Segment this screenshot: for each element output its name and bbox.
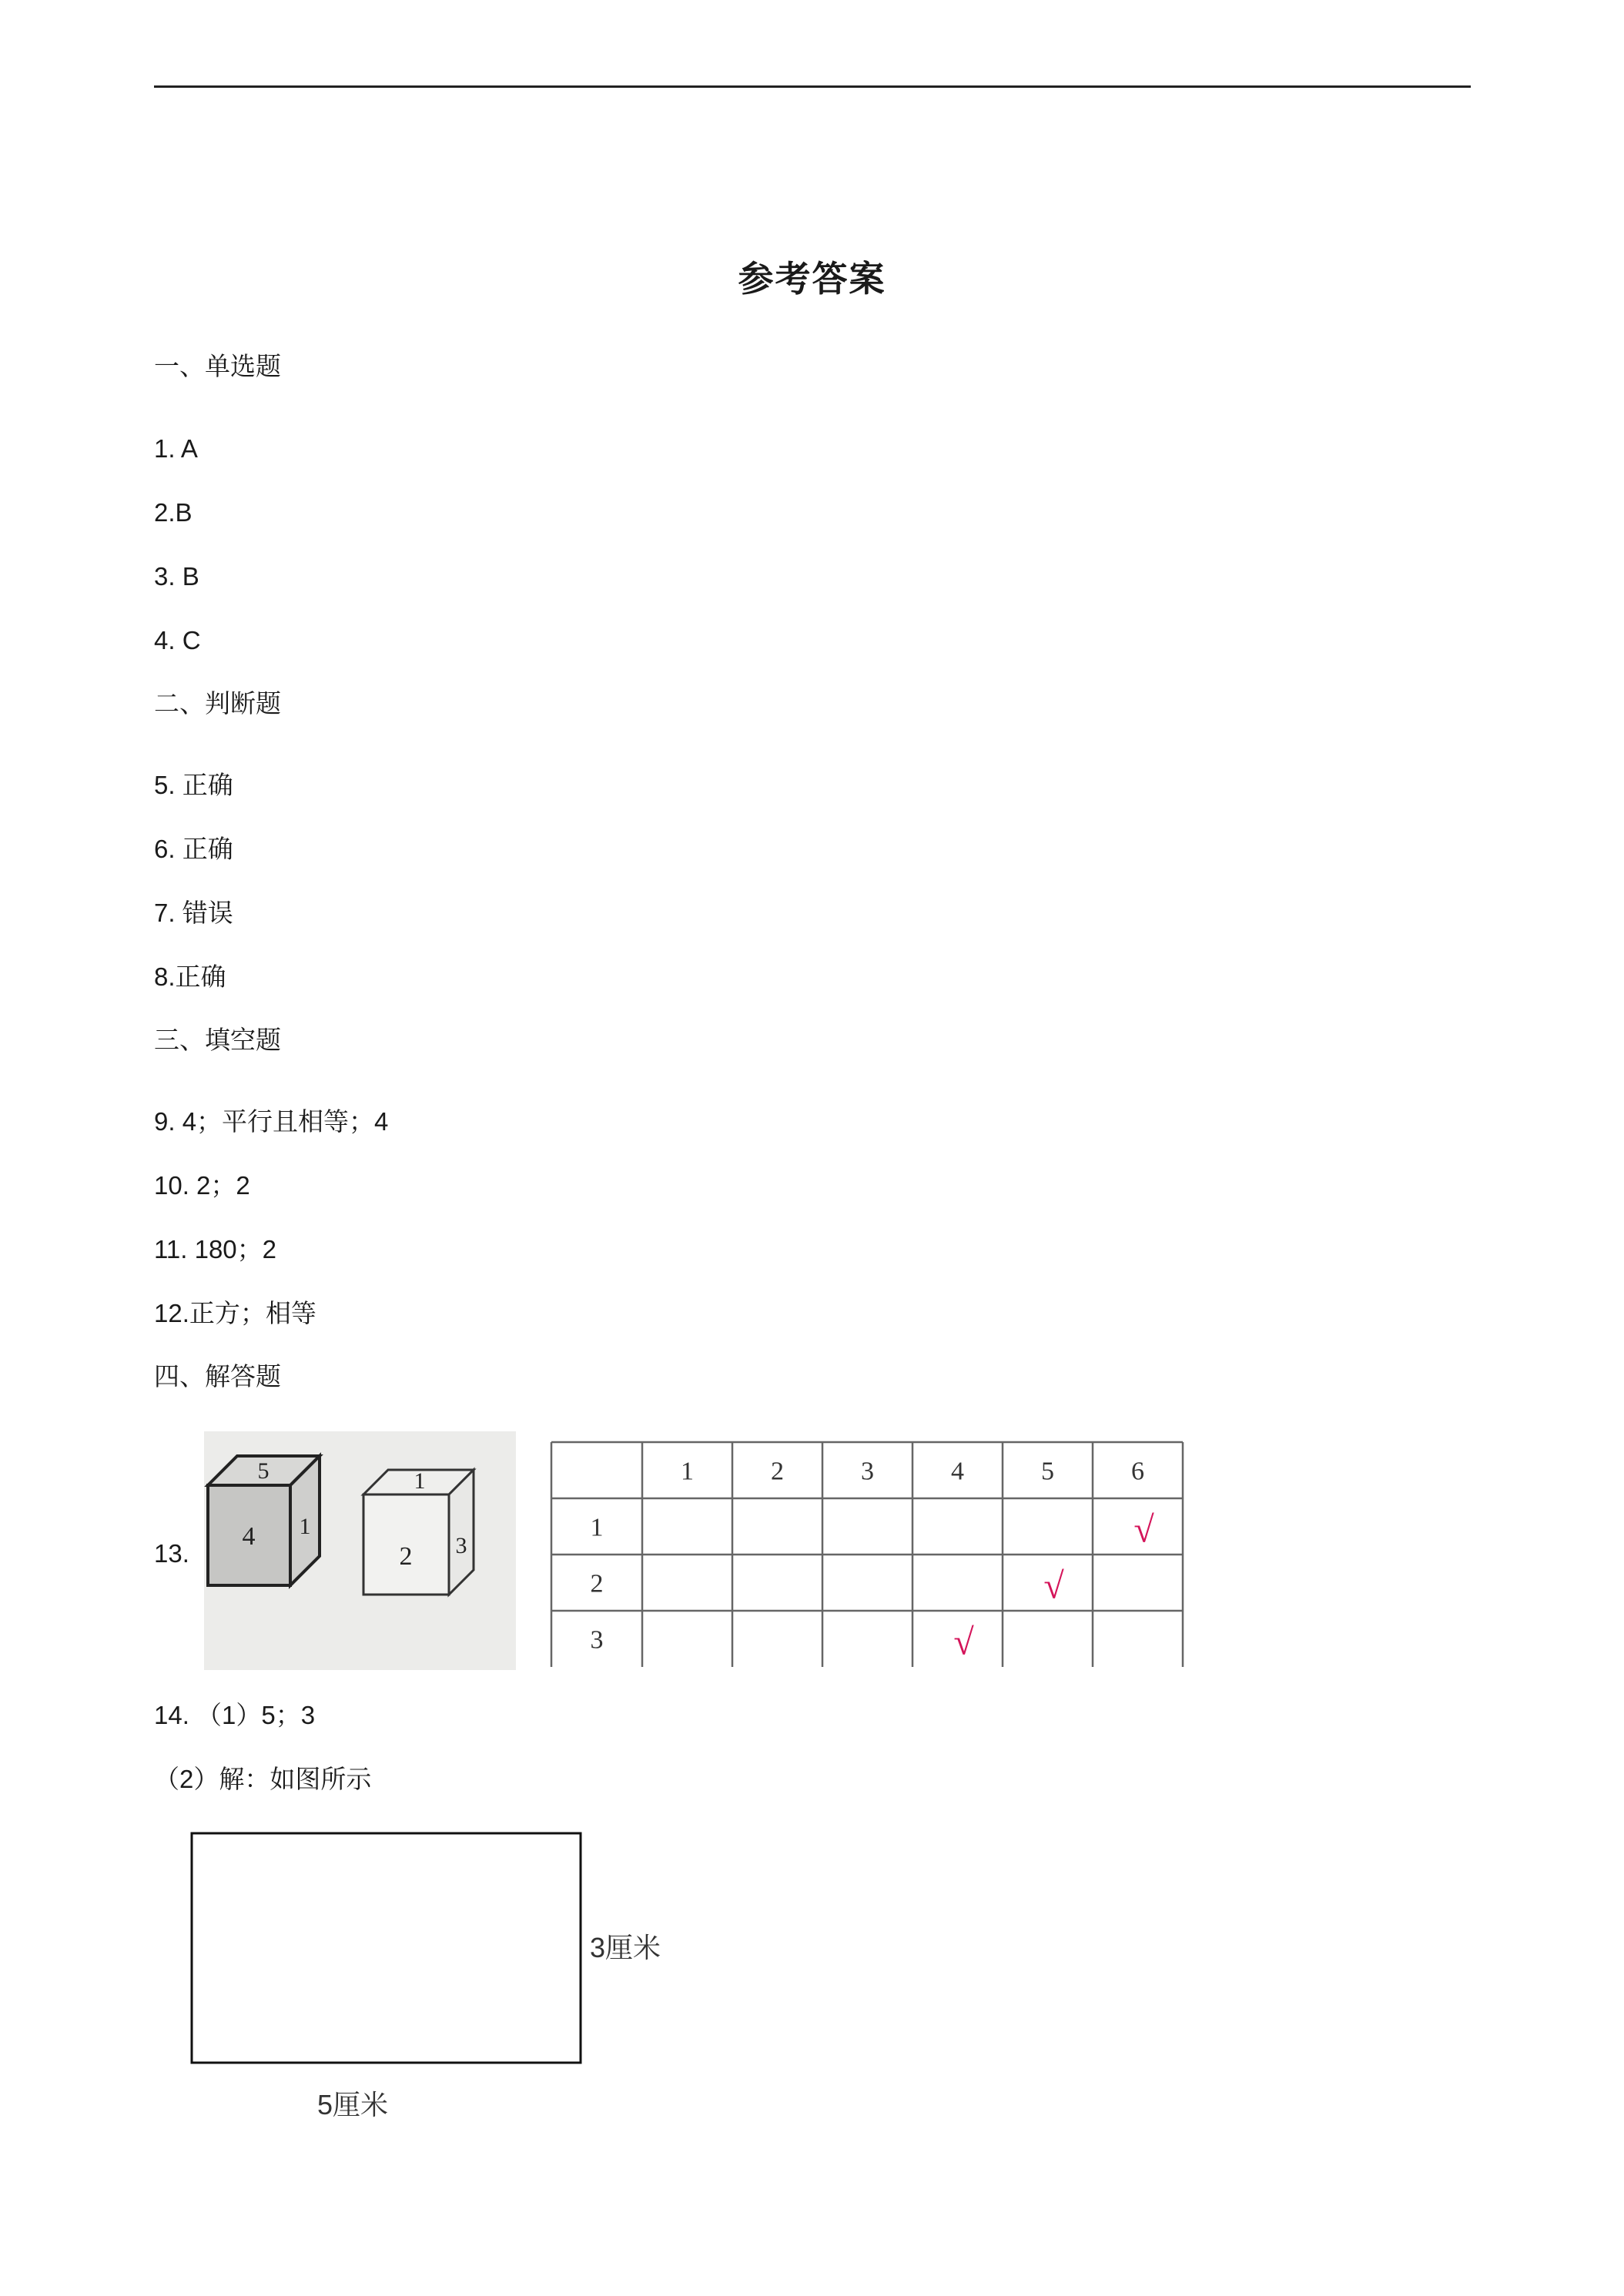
- section-heading-true-false: 二、判断题: [154, 689, 281, 718]
- section-heading-solutions: 四、解答题: [154, 1362, 281, 1391]
- answer-11: 11. 180；2: [154, 1235, 277, 1263]
- table-column-header: 5: [1041, 1457, 1054, 1486]
- cube-1-right-face: 1: [299, 1514, 311, 1539]
- check-mark: √: [1133, 1509, 1154, 1551]
- cube-2: [363, 1468, 474, 1595]
- answer-8: 8.正确: [154, 962, 226, 991]
- answer-1: 1. A: [154, 434, 198, 463]
- rectangle-height-label: 3厘米: [590, 1932, 661, 1963]
- table-labels: [591, 1458, 1155, 1663]
- cube-1: [208, 1456, 320, 1585]
- table-column-header: 2: [771, 1457, 784, 1486]
- cube-2-front-face: 2: [399, 1542, 413, 1571]
- answer-9: 9. 4；平行且相等；4: [154, 1107, 389, 1136]
- table-column-header: 1: [681, 1457, 694, 1486]
- answer-5: 5. 正确: [154, 771, 233, 799]
- section-heading-single-choice: 一、单选题: [154, 352, 281, 380]
- section-heading-fill-blank: 三、填空题: [154, 1026, 281, 1054]
- cube-2-top-face: 1: [414, 1468, 426, 1494]
- cube-1-front-face: 4: [242, 1522, 256, 1551]
- answer-10: 10. 2；2: [154, 1171, 250, 1200]
- cube-1-top-face: 5: [257, 1458, 270, 1484]
- header-rule: [154, 85, 1471, 88]
- cube-2-right-face: 3: [455, 1533, 467, 1558]
- check-mark: √: [1043, 1565, 1064, 1607]
- answer-4: 4. C: [154, 626, 201, 654]
- answer-12: 12.正方；相等: [154, 1299, 316, 1327]
- answer-13-label: 13.: [154, 1539, 189, 1568]
- answer-2: 2.B: [154, 498, 193, 527]
- table-row-header: 2: [590, 1569, 604, 1598]
- table-row-header: 1: [590, 1513, 604, 1542]
- check-mark: √: [953, 1622, 974, 1663]
- page-title: 参考答案: [738, 259, 886, 299]
- table-column-header: 3: [861, 1457, 874, 1486]
- cube-figure: [204, 1431, 516, 1670]
- rectangle-figure: [189, 1831, 585, 2067]
- answer-14-part-1: 14. （1）5；3: [154, 1701, 316, 1729]
- answer-6: 6. 正确: [154, 835, 233, 863]
- table-row-header: 3: [590, 1625, 604, 1655]
- answer-14-part-2: （2）解：如图所示: [154, 1765, 372, 1793]
- rectangle-width-label: 5厘米: [317, 2089, 389, 2120]
- answer-7: 7. 错误: [154, 899, 233, 927]
- check-table: [545, 1436, 1187, 1672]
- answer-3: 3. B: [154, 562, 199, 591]
- answer-rectangle: [192, 1833, 581, 2063]
- table-column-header: 6: [1131, 1457, 1144, 1486]
- table-column-header: 4: [951, 1457, 964, 1486]
